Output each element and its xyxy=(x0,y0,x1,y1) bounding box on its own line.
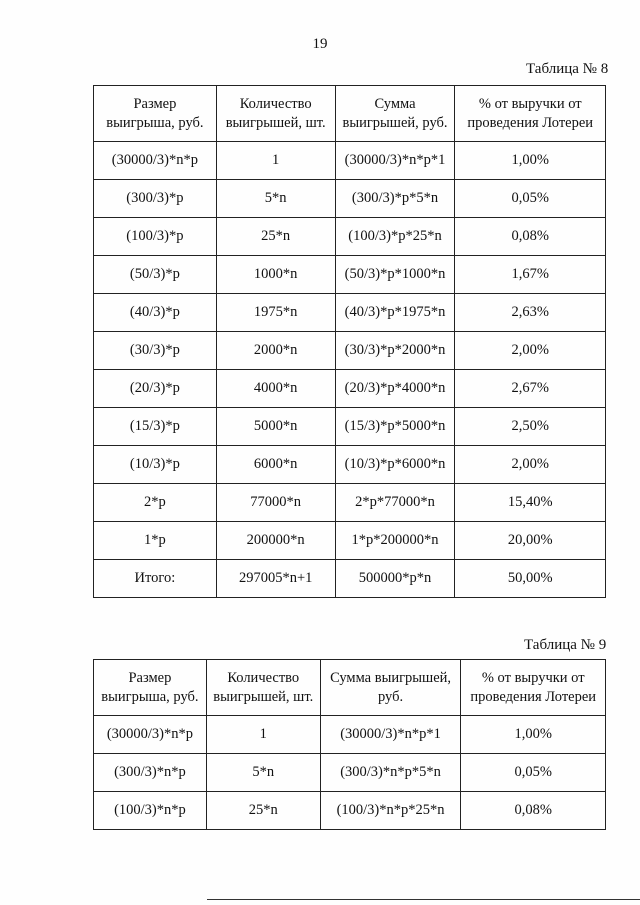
cell-prize-size: Итого: xyxy=(94,560,217,598)
cell-prize-sum: (20/3)*p*4000*n xyxy=(335,370,455,408)
cell-prize-count: 1975*n xyxy=(216,294,335,332)
cell-prize-count: 77000*n xyxy=(216,484,335,522)
cell-prize-count: 297005*n+1 xyxy=(216,560,335,598)
cell-prize-size: (300/3)*n*p xyxy=(94,754,207,792)
table-row xyxy=(94,218,606,256)
header-prize-sum: Сумма выигрышей, руб. xyxy=(335,86,455,142)
cell-prize-sum: (100/3)*p*25*n xyxy=(335,218,455,256)
cell-prize-sum: (300/3)*p*5*n xyxy=(335,180,455,218)
header-prize-count: Количество выигрышей, шт. xyxy=(206,660,320,716)
cell-prize-count: 4000*n xyxy=(216,370,335,408)
cell-prize-count: 25*n xyxy=(206,792,320,830)
cell-prize-size: (50/3)*p xyxy=(94,256,217,294)
cell-prize-sum: (50/3)*p*1000*n xyxy=(335,256,455,294)
table-row xyxy=(94,370,606,408)
table-8-caption: Таблица № 8 xyxy=(526,61,609,77)
header-revenue-percent: % от выручки от проведения Лотереи xyxy=(455,86,606,142)
cell-prize-size: (15/3)*p xyxy=(94,408,217,446)
cell-prize-sum: (30/3)*p*2000*n xyxy=(335,332,455,370)
cell-prize-size: 2*p xyxy=(94,484,217,522)
table-row xyxy=(94,142,606,180)
cell-revenue-percent: 15,40% xyxy=(455,484,606,522)
cell-prize-sum: (10/3)*p*6000*n xyxy=(335,446,455,484)
table-row xyxy=(94,522,606,560)
cell-prize-count: 1000*n xyxy=(216,256,335,294)
cell-prize-count: 2000*n xyxy=(216,332,335,370)
table-row xyxy=(94,716,606,754)
cell-revenue-percent: 2,00% xyxy=(455,446,606,484)
cell-prize-sum: (15/3)*p*5000*n xyxy=(335,408,455,446)
prize-table-8 xyxy=(93,85,606,598)
cell-prize-count: 25*n xyxy=(216,218,335,256)
cell-prize-size: (30/3)*p xyxy=(94,332,217,370)
prize-table-9 xyxy=(93,659,606,830)
header-prize-count: Количество выигрышей, шт. xyxy=(216,86,335,142)
table-row xyxy=(94,408,606,446)
cell-prize-size: (10/3)*p xyxy=(94,446,217,484)
cell-revenue-percent: 2,50% xyxy=(455,408,606,446)
cell-prize-count: 6000*n xyxy=(216,446,335,484)
cell-revenue-percent: 2,63% xyxy=(455,294,606,332)
cell-prize-count: 1 xyxy=(216,142,335,180)
table-header-row xyxy=(94,86,606,142)
cell-revenue-percent: 50,00% xyxy=(455,560,606,598)
cell-revenue-percent: 1,00% xyxy=(455,142,606,180)
cell-prize-sum: 1*p*200000*n xyxy=(335,522,455,560)
cell-revenue-percent: 1,00% xyxy=(461,716,606,754)
cell-prize-size: (300/3)*p xyxy=(94,180,217,218)
table-9-caption: Таблица № 9 xyxy=(524,637,607,653)
table-row xyxy=(94,294,606,332)
header-revenue-percent: % от выручки от проведения Лотереи xyxy=(461,660,606,716)
header-prize-size: Размер выигрыша, руб. xyxy=(94,86,217,142)
page-bottom-rule xyxy=(207,899,640,900)
cell-revenue-percent: 0,08% xyxy=(455,218,606,256)
cell-prize-sum: (40/3)*p*1975*n xyxy=(335,294,455,332)
table-row xyxy=(94,484,606,522)
cell-prize-size: (40/3)*p xyxy=(94,294,217,332)
cell-prize-size: (20/3)*p xyxy=(94,370,217,408)
cell-prize-count: 5000*n xyxy=(216,408,335,446)
cell-prize-sum: 2*p*77000*n xyxy=(335,484,455,522)
header-prize-sum: Сумма выигрышей, руб. xyxy=(320,660,461,716)
cell-prize-count: 200000*n xyxy=(216,522,335,560)
cell-revenue-percent: 0,05% xyxy=(461,754,606,792)
table-row xyxy=(94,446,606,484)
cell-prize-size: (100/3)*n*p xyxy=(94,792,207,830)
cell-prize-sum: (30000/3)*n*p*1 xyxy=(320,716,461,754)
cell-revenue-percent: 2,00% xyxy=(455,332,606,370)
table-row xyxy=(94,332,606,370)
cell-prize-sum: (300/3)*n*p*5*n xyxy=(320,754,461,792)
cell-prize-count: 5*n xyxy=(206,754,320,792)
cell-prize-count: 5*n xyxy=(216,180,335,218)
cell-prize-sum: (30000/3)*n*p*1 xyxy=(335,142,455,180)
table-row xyxy=(94,754,606,792)
cell-revenue-percent: 2,67% xyxy=(455,370,606,408)
table-header-row xyxy=(94,660,606,716)
cell-prize-size: (30000/3)*n*p xyxy=(94,142,217,180)
page-number: 19 xyxy=(312,36,328,52)
cell-revenue-percent: 1,67% xyxy=(455,256,606,294)
cell-prize-sum: 500000*p*n xyxy=(335,560,455,598)
table-row xyxy=(94,256,606,294)
cell-prize-size: (30000/3)*n*p xyxy=(94,716,207,754)
table-row xyxy=(94,560,606,598)
cell-prize-sum: (100/3)*n*p*25*n xyxy=(320,792,461,830)
header-prize-size: Размер выигрыша, руб. xyxy=(94,660,207,716)
cell-revenue-percent: 0,08% xyxy=(461,792,606,830)
cell-revenue-percent: 20,00% xyxy=(455,522,606,560)
cell-revenue-percent: 0,05% xyxy=(455,180,606,218)
cell-prize-size: 1*p xyxy=(94,522,217,560)
cell-prize-size: (100/3)*p xyxy=(94,218,217,256)
table-row xyxy=(94,180,606,218)
table-row xyxy=(94,792,606,830)
cell-prize-count: 1 xyxy=(206,716,320,754)
